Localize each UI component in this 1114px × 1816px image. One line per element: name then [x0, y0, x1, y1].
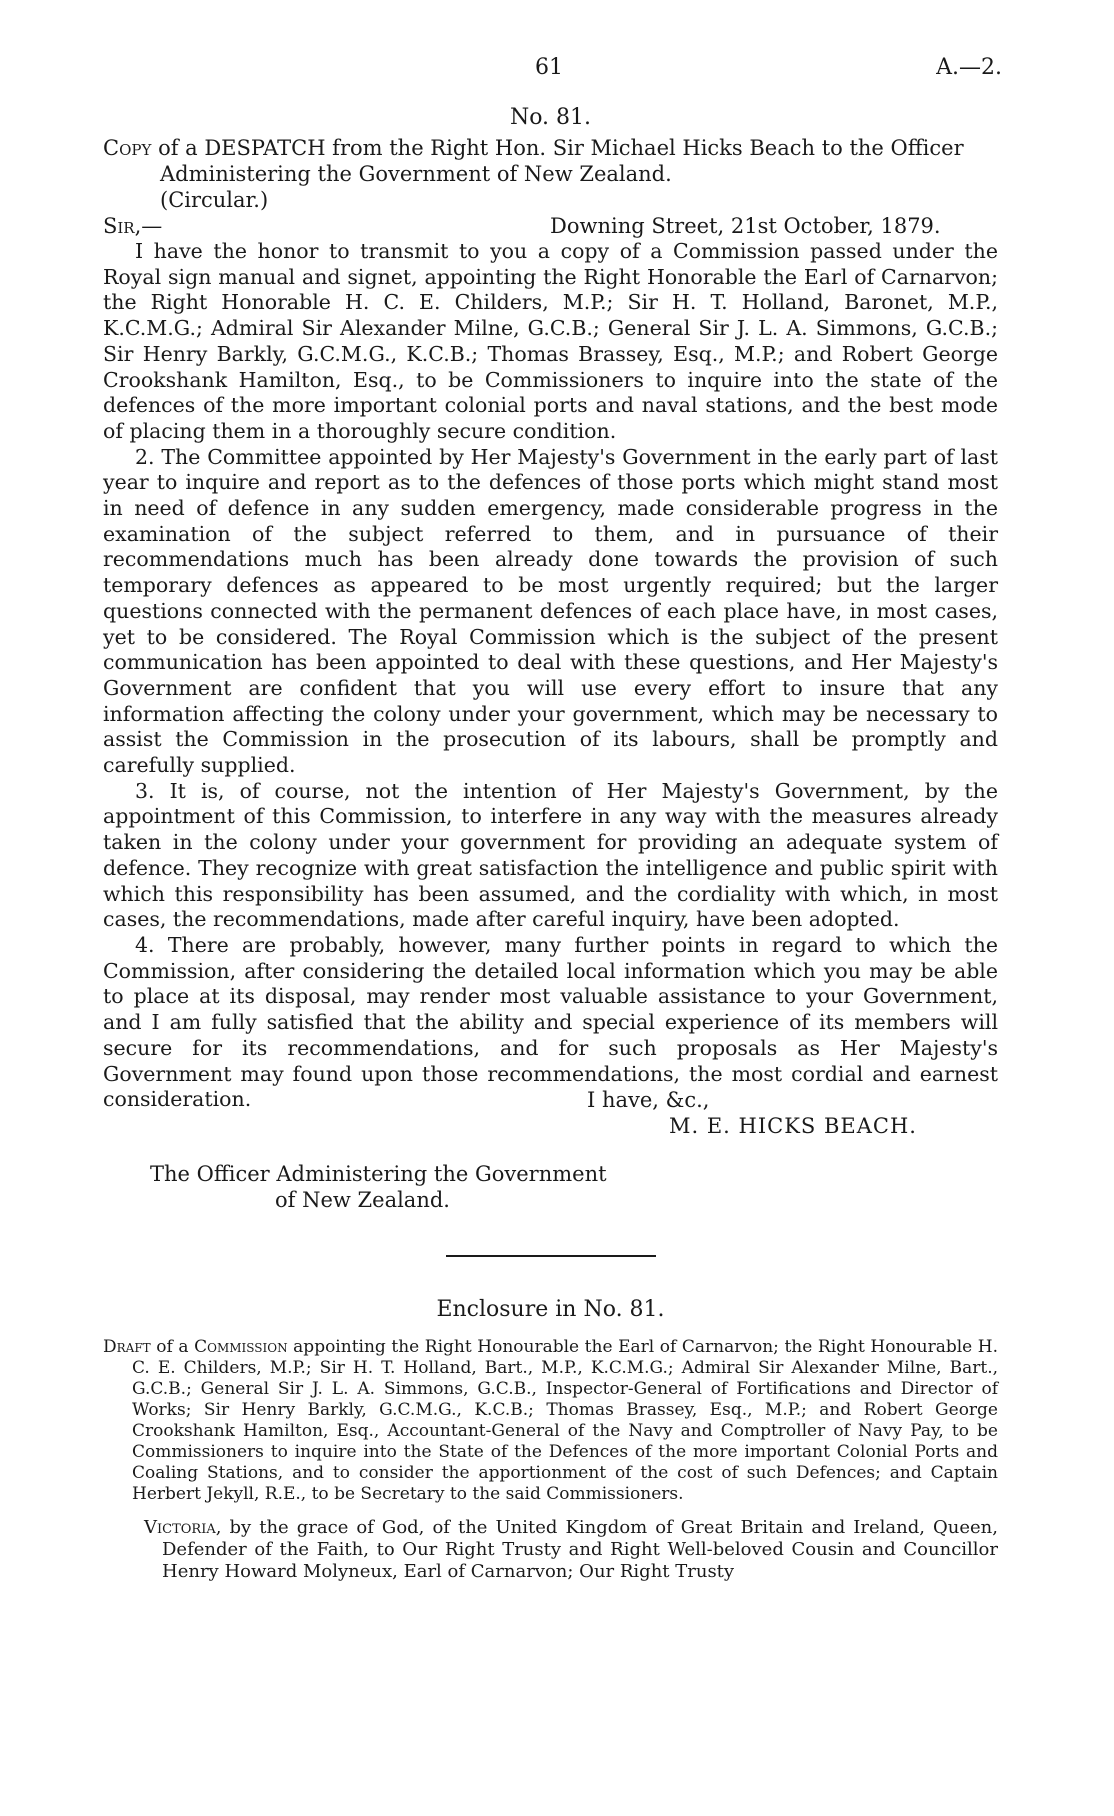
commission-preamble — [103, 1517, 998, 1583]
paragraph-4: 4. There are probably, however, many further points in regard to which the Commission, after considering the detailed local information which you may be able to place at its disposal, may render most valuable assistance to your Government, and I am fully satisfied that the ability and special experience of its members will secure for its recommendations, and for such proposals as Her Majesty's Government may found upon those recommendations, the most cordial and earnest consideration. — [103, 932, 998, 1112]
addressee — [103, 1161, 998, 1213]
salutation: Sir,— — [103, 214, 163, 238]
despatch-body — [103, 239, 998, 1113]
draft-of: of a — [156, 1336, 189, 1357]
signature: M. E. HICKS BEACH. — [669, 1113, 917, 1138]
victoria-label: Victoria — [144, 1516, 216, 1538]
page-number: 61 — [535, 55, 563, 80]
despatch-heading-text: of a DESPATCH from the Right Hon. Sir Michael Hicks Beach to the Officer Administering the Government of New Zealand. — [158, 136, 964, 186]
section-divider — [446, 1255, 656, 1257]
main-content — [103, 105, 998, 1583]
victoria-text: , by the grace of God, of the United Kingdom of Great Britain and Ireland, Queen, Defender of the Faith, to Our Right Trusty and Right Well-beloved Cousin and Councillor Henry Howard Molyneux, Earl of Carnarvon; Our Right Trusty — [162, 1516, 998, 1582]
document-reference: A.—2. — [936, 55, 1002, 80]
despatch-heading — [103, 135, 998, 187]
paragraph-1: I have the honor to transmit to you a copy of a Commission passed under the Royal sign manual and signet, appointing the Right Honorable the Earl of Carnarvon; the Right Honorable H. C. E. Childers, M.P.; Sir H. T. Holland, Baronet, M.P., K.C.M.G.; Admiral Sir Alexander Milne, G.C.B.; General Sir J. L. A. Simmons, G.C.B.; Sir Henry Barkly, G.C.M.G., K.C.B.; Thomas Brassey, Esq., M.P.; and Robert George Crookshank Hamilton, Esq., to be Commissioners to inquire into the state of the defences of the more important colonial ports and naval stations, and the best mode of placing them in a thoroughly secure condition. — [103, 239, 998, 443]
enclosure-title: Enclosure in No. 81. — [436, 1296, 665, 1322]
closing-block — [103, 1087, 998, 1165]
closing-phrase: I have, &c., — [587, 1087, 710, 1112]
commission-label: Commission — [194, 1336, 288, 1357]
copy-label: Copy — [103, 136, 152, 160]
paragraph-3: 3. It is, of course, not the intention of Her Majesty's Government, by the appointment of this Commission, to interfere in any way with the measures already taken in the colony under your government for providing an adequate system of defence. They recognize with great satisfaction the intelligence and public spirit with which this responsibility has been assumed, and the cordiality with which, in most cases, the recommendations, made after careful inquiry, have been adopted. — [103, 778, 998, 932]
addressee-line-2: of New Zealand. — [275, 1187, 450, 1212]
draft-label: Draft — [103, 1336, 151, 1357]
draft-commission-heading — [103, 1337, 998, 1505]
addressee-line-1: The Officer Administering the Government — [150, 1161, 607, 1186]
paragraph-2: 2. The Committee appointed by Her Majesty's Government in the early part of last year to inquire and report as to the defences of those ports which might stand most in need of defence in any sudden emergency, made considerable progress in the examination of the subject referred to them, and in pursuance of their recommendations much has been already done towards the provision of such temporary defences as appeared to be most urgently required; but the larger questions connected with the permanent defences of each place have, in most cases, yet to be considered. The Royal Commission which is the subject of the present communication has been appointed to deal with these questions, and Her Majesty's Government are confident that you will use every effort to insure that any information affecting the colony under your government, which may be necessary to assist the Commission in the prosecution of its labours, shall be promptly and carefully supplied. — [103, 444, 998, 778]
circular-label: (Circular.) — [160, 188, 269, 212]
salutation-line — [103, 213, 998, 239]
draft-text: appointing the Right Honourable the Earl of Carnarvon; the Right Honourable H. C. E. Childers, M.P.; Sir H. T. Holland, Bart., M.P., K.C.M.G.; Admiral Sir Alexander Milne, Bart., G.C.B.; General Sir J. L. A. Simmons, G.C.B., Inspector-General of Fortifications and Director of Works; Sir Henry Barkly, G.C.M.G., K.C.B.; Thomas Brassey, Esq., M.P.; and Robert George Crookshank Hamilton, Esq., Accountant-General of the Navy and Comptroller of Navy Pay, to be Commissioners to inquire into the State of the Defences of the more important Colonial Ports and Coaling Stations, and to consider the apportionment of the cost of such Defences; and Captain Herbert Jekyll, R.E., to be Secretary to the said Commissioners. — [132, 1336, 999, 1504]
despatch-number: No. 81. — [509, 105, 592, 130]
page-header — [0, 55, 1114, 85]
place-date: Downing Street, 21st October, 1879. — [550, 214, 941, 238]
